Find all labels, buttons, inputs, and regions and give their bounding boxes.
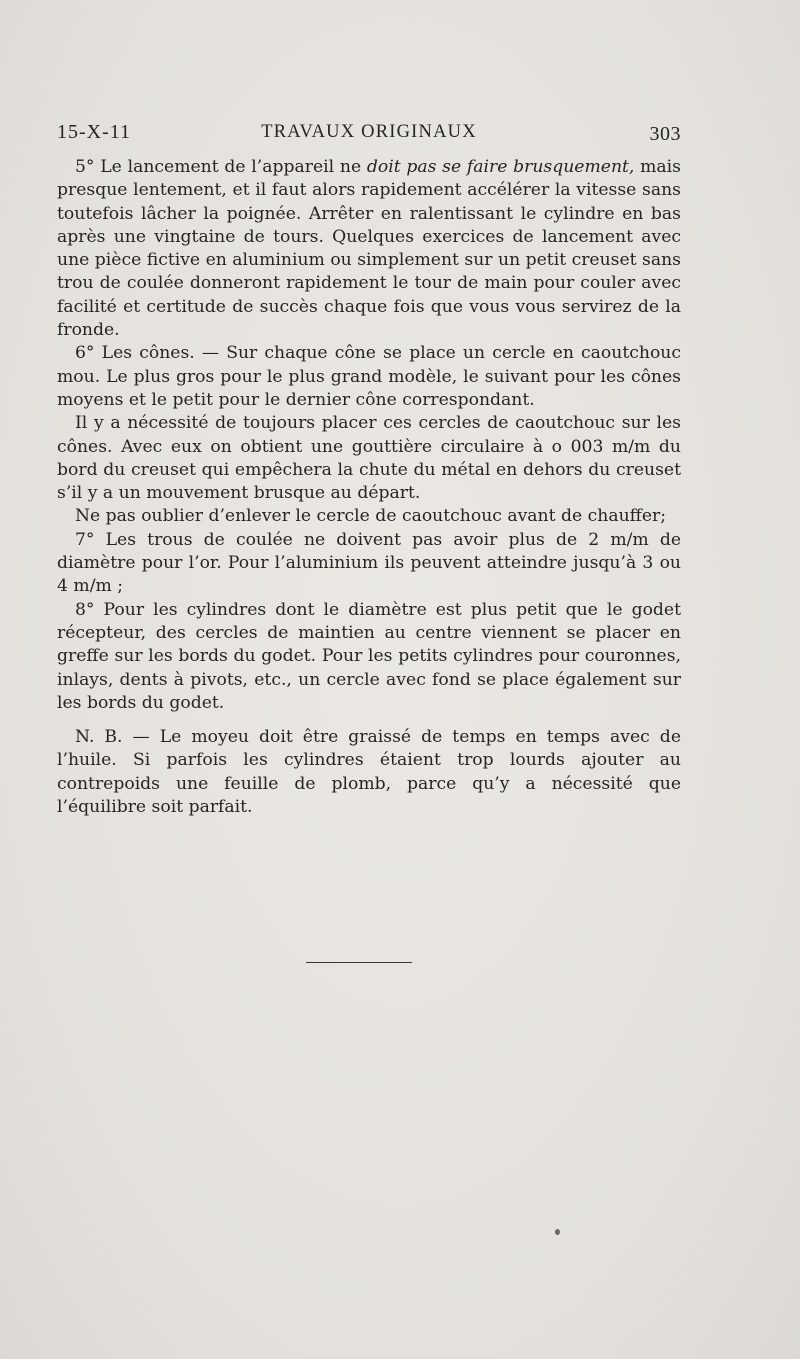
paragraph-6: 6° Les cônes. — Sur chaque cône se place un cercle en caoutchouc mou. Le plus gros pour le plus grand modèle, le suivant pour les cônes moyens et le petit pour le dernier cône correspondant. [57,343,681,410]
paragraph-7: 7° Les trous de coulée ne doivent pas avoir plus de 2 m/m de diamètre pour l’or. Pour l’aluminium ils peuvent atteindre jusqu’à 3 ou 4 m/m ; [57,529,681,597]
paragraph-5-emphasis: doit pas se faire brusquement, [366,157,635,177]
paragraph-5-end: mais presque lentement, et il faut alors rapidement accélérer la vitesse sans toutefois lâcher la poignée. Arrêter en ralentissant le cylindre en bas après une vingtaine de tours. Quelques exercices de lancement avec une pièce fictive en aluminium ou simplement sur un petit creuset sans trou de coulée donneront rapidement le tour de main pour couler avec facilité et certitude de succès chaque fois que vous vous servirez de la fronde. [57,157,681,341]
paragraph-6c: Ne pas oublier d’enlever le cercle de caoutchouc avant de chauffer; [75,506,667,527]
body-text [57,156,681,819]
paragraph-6b: Il y a nécessité de toujours placer ces cercles de caoutchouc sur les cônes. Avec eux on obtient une gouttière circulaire à o 003 m/m du bord du creuset qui empêchera la chute du métal en dehors du creuset s’il y a un mouvement brusque au départ. [57,413,681,504]
section-end-rule [306,962,412,963]
paper-speck [555,1229,560,1235]
paragraph-5 [57,156,681,342]
issue-date: 15-X-11 [57,121,132,143]
page-number: 303 [649,123,681,145]
nota-bene: N. B. — Le moyeu doit être graissé de temps en temps avec de l’huile. Si parfois les cylindres étaient trop lourds ajouter au contrepoids une feuille de plomb, parce qu’y a nécessité que l’équilibre soit parfait. [57,727,681,818]
section-title: TRAVAUX ORIGINAUX [261,122,477,142]
paragraph-8: 8° Pour les cylindres dont le diamètre est plus petit que le godet récepteur, des cercles de maintien au centre viennent se placer en greffe sur les bords du godet. Pour les petits cylindres pour couronnes, inlays, dents à pivots, etc., un cercle avec fond se place également sur les bords du godet. [57,599,681,713]
running-header [57,121,681,147]
paragraph-5-start: 5° Le lancement de l’appareil ne [75,157,367,177]
